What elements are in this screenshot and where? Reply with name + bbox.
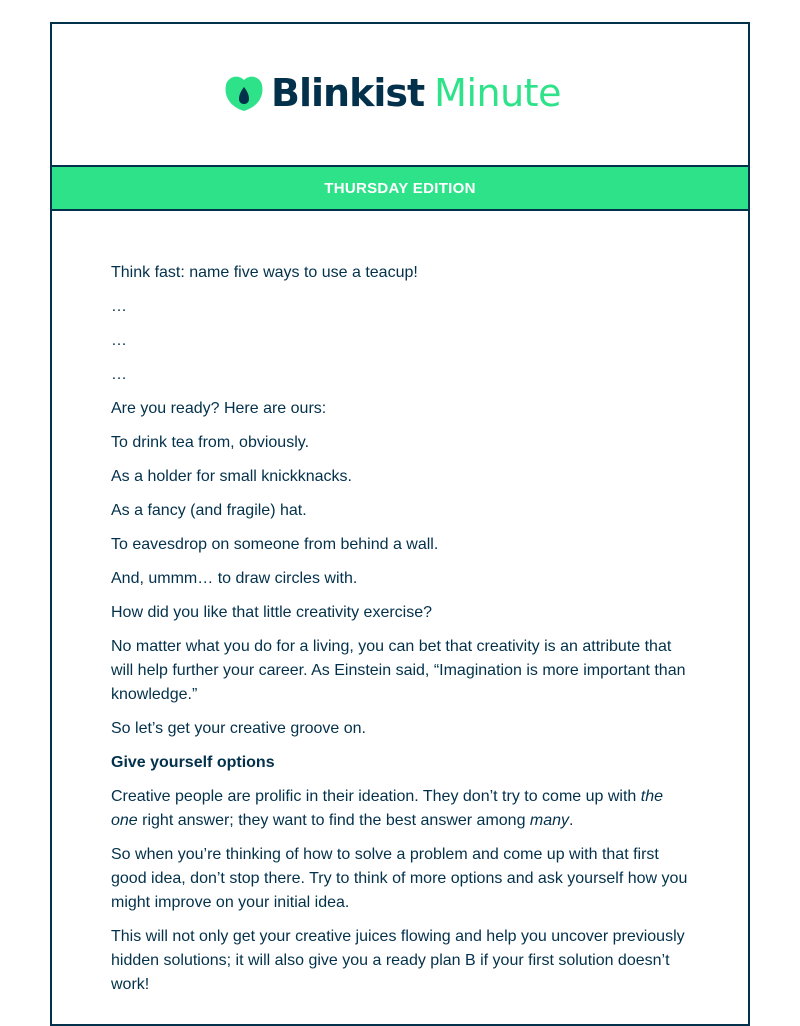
edition-banner xyxy=(52,167,748,211)
paragraph: Think fast: name five ways to use a teacup! xyxy=(111,264,418,281)
paragraph: … xyxy=(111,366,127,383)
paragraph: And, ummm… to draw circles with. xyxy=(111,570,358,587)
paragraph: To eavesdrop on someone from behind a wall. xyxy=(111,536,439,553)
brand-logo[interactable] xyxy=(223,71,561,115)
article-body xyxy=(52,211,748,997)
logo-text-primary: Blinkist xyxy=(271,70,425,115)
logo-text-secondary: Minute xyxy=(434,70,561,115)
paragraph: This will not only get your creative juices flowing and help you uncover previously hidden solutions; it will also give you a ready plan B if your first solution doesn’t work! xyxy=(111,928,685,993)
newsletter-header xyxy=(52,24,748,167)
edition-label: THURSDAY EDITION xyxy=(324,179,476,197)
emphasis-text: the one xyxy=(111,788,664,829)
paragraph: How did you like that little creativity exercise? xyxy=(111,604,433,621)
paragraph: As a fancy (and fragile) hat. xyxy=(111,502,307,519)
paragraph: No matter what you do for a living, you can bet that creativity is an attribute that will help further your career. As Einstein said, “Imagination is more important than knowledge.” xyxy=(111,638,686,703)
paragraph: To drink tea from, obviously. xyxy=(111,434,310,451)
paragraph: So when you’re thinking of how to solve a problem and come up with that first good idea, don’t stop there. Try to think of more options and ask yourself how you might improve on your initial idea. xyxy=(111,846,688,911)
paragraph xyxy=(111,785,689,833)
paragraph: As a holder for small knickknacks. xyxy=(111,468,352,485)
newsletter-frame xyxy=(50,22,750,1026)
paragraph: … xyxy=(111,298,127,315)
text-run: right answer; they want to find the best answer among xyxy=(137,812,530,829)
subheading-text: Give yourself options xyxy=(111,754,275,771)
paragraph: … xyxy=(111,332,127,349)
paragraph: Are you ready? Here are ours: xyxy=(111,400,327,417)
paragraph: So let’s get your creative groove on. xyxy=(111,720,366,737)
text-run: . xyxy=(569,812,574,829)
text-run: Creative people are prolific in their ideation. They don’t try to come up with xyxy=(111,788,641,805)
emphasis-text: many xyxy=(529,812,570,829)
section-subheading xyxy=(111,751,689,775)
blinkist-leaf-icon xyxy=(223,72,265,114)
